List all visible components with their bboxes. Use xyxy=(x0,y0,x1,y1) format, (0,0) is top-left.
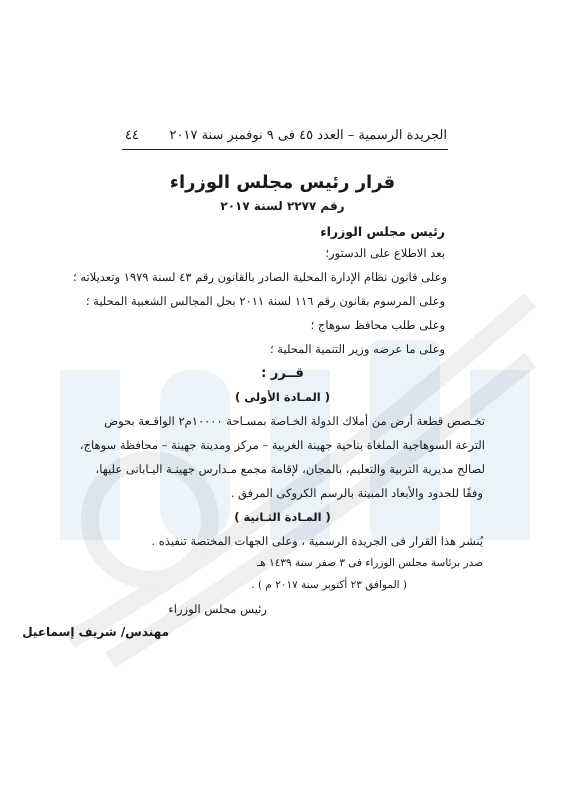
header-rule xyxy=(122,149,448,150)
article-1-heading: ( المـادة الأولى ) xyxy=(234,390,331,404)
recital-decree-law: وعلى المرسوم بقانون رقم ١١٦ لسنة ٢٠١١ بحل المجالس الشعبية المحلية ؛ xyxy=(85,294,445,308)
decree-title: قرار رئيس مجلس الوزراء xyxy=(169,172,396,193)
issued-date-gregorian: ( الموافق ٢٣ أكتوبر سنة ٢٠١٧ م ) . xyxy=(251,579,407,591)
signatory-name: مهندس/ شريف إسماعيل xyxy=(22,625,169,639)
signatory-title: رئيس مجلس الوزراء xyxy=(168,602,267,616)
article-1-line: وفقًا للحدود والأبعاد المبينة بالرسم الكروكى المرفق . xyxy=(230,486,483,500)
issued-date-hijri: صدر برئاسة مجلس الوزراء فى ٣ صفر سنة ١٤٣٩ هـ xyxy=(257,557,483,569)
recital-constitution: بعد الاطلاع على الدستور؛ xyxy=(325,246,445,260)
article-1-line: الترعة السوهاجية الملغاة بناحية جهينة الغربية – مركز ومدينة جهينة – محافظة سوهاج، xyxy=(79,438,485,452)
article-2-heading: ( المـادة الثـانية ) xyxy=(234,510,331,524)
page-number: ٤٤ xyxy=(125,128,139,143)
recital-governor-request: وعلى طلب محافظ سوهاج ؛ xyxy=(310,318,445,332)
gazette-issue-line: الجريدة الرسمية – العدد ٤٥ فى ٩ نوفمبر سنة ٢٠١٧ xyxy=(169,128,447,143)
decree-number: رقم ٢٢٧٧ لسنة ٢٠١٧ xyxy=(220,199,345,213)
decided-heading: قــرر : xyxy=(261,366,304,381)
issuer-heading: رئيس مجلس الوزراء xyxy=(320,224,445,239)
recital-minister-proposal: وعلى ما عرضه وزير التنمية المحلية ؛ xyxy=(270,342,445,356)
recital-local-admin-law: وعلى قانون نظام الإدارة المحلية الصادر بالقانون رقم ٤٣ لسنة ١٩٧٩ وتعديلاته ؛ xyxy=(73,270,447,284)
page-header xyxy=(125,128,447,143)
article-1-line: تخـصص قطعة أرض من أملاك الدولة الخـاصة بمسـاحة ١٠٠٠٠م٢ الواقـعة بحوض xyxy=(104,414,485,428)
article-2-text: يُنشر هذا القرار فى الجريدة الرسمية ، وعلى الجهات المختصة تنفيذه . xyxy=(151,534,483,548)
article-1-line: لصالح مديرية التربية والتعليم، بالمجان، لإقامة مجمع مـدارس جهينـة اليـابانى عليها، xyxy=(95,462,485,476)
